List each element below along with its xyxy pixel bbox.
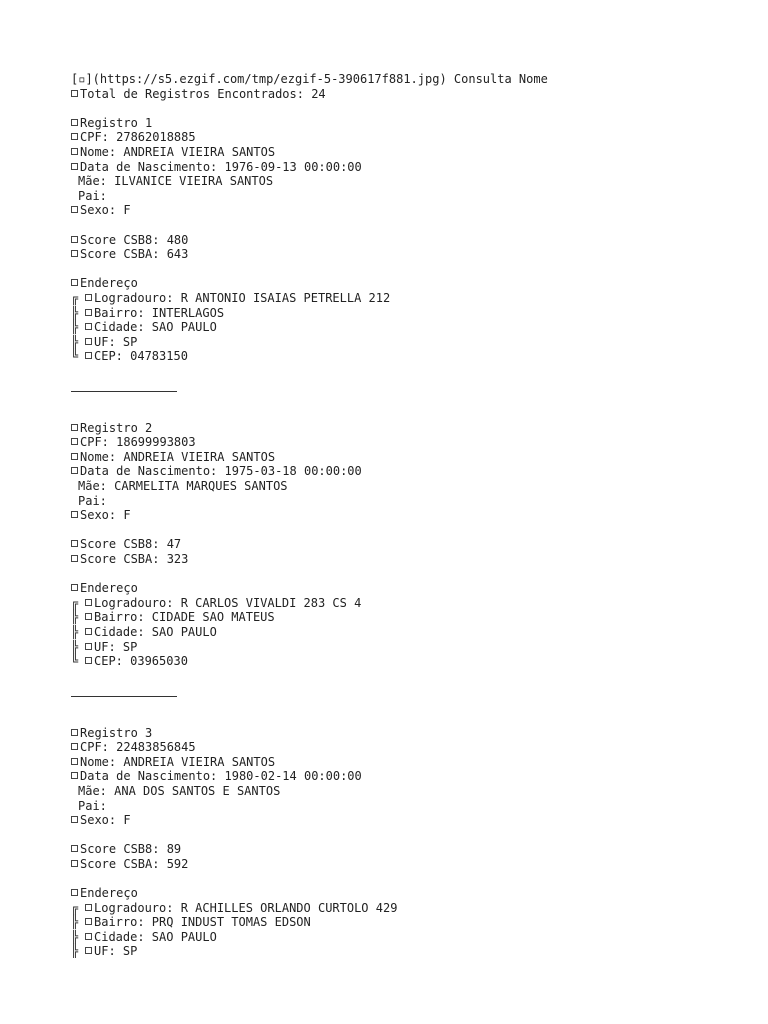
record-score-csba-text: Score CSBA: 643	[80, 247, 189, 262]
record-nascimento	[71, 769, 751, 784]
record-title	[71, 116, 751, 131]
record-mae-text: Mãe: ILVANICE VIEIRA SANTOS	[78, 174, 274, 189]
address-bairro-text: Bairro: PRQ INDUST TOMAS EDSON	[94, 915, 311, 930]
address-bairro	[71, 306, 751, 321]
record-mae-text: Mãe: CARMELITA MARQUES SANTOS	[78, 479, 288, 494]
tree-branch-mid-icon: ╠	[71, 610, 79, 625]
record-cpf	[71, 740, 751, 755]
address-bairro-text: Bairro: INTERLAGOS	[94, 305, 225, 320]
record-cpf	[71, 435, 751, 450]
bullet-box-icon	[85, 947, 92, 954]
address-uf-text: UF: SP	[94, 944, 138, 959]
record-pai	[71, 799, 751, 814]
spacer	[71, 406, 751, 421]
record-pai-text: Pai:	[78, 188, 107, 203]
bullet-box-icon	[85, 643, 92, 650]
bullet-box-icon	[71, 119, 78, 126]
spacer	[71, 262, 751, 277]
spacer	[71, 364, 751, 379]
record-divider	[71, 696, 177, 697]
address-bairro	[71, 915, 751, 930]
record-score-csb8	[71, 842, 751, 857]
tree-branch-mid-icon: ╠	[71, 320, 79, 335]
total-records-line	[71, 87, 751, 102]
address-cidade-text: Cidade: SAO PAULO	[94, 929, 217, 944]
record-score-csba	[71, 247, 751, 262]
address-logradouro-text: Logradouro: R CARLOS VIVALDI 283 CS 4	[94, 595, 362, 610]
bullet-box-icon	[85, 933, 92, 940]
record-nascimento	[71, 464, 751, 479]
address-uf-text: UF: SP	[94, 639, 138, 654]
tree-branch-mid-icon: ╠	[71, 944, 79, 959]
record-pai-text: Pai:	[78, 798, 107, 813]
record-title	[71, 726, 751, 741]
record-nascimento-text: Data de Nascimento: 1975-03-18 00:00:00	[80, 464, 362, 479]
bullet-box-icon	[71, 845, 78, 852]
bullet-box-icon	[71, 236, 78, 243]
record-cpf-text: CPF: 18699993803	[80, 435, 196, 450]
record-mae-text: Mãe: ANA DOS SANTOS E SANTOS	[78, 783, 281, 798]
bullet-box-icon	[85, 904, 92, 911]
spacer	[71, 101, 751, 116]
record-score-csb8	[71, 233, 751, 248]
record-cpf-text: CPF: 27862018885	[80, 130, 196, 145]
address-cidade	[71, 320, 751, 335]
address-logradouro	[71, 596, 751, 611]
record-divider-wrap	[71, 391, 751, 406]
bullet-box-icon	[71, 90, 78, 97]
record-sexo	[71, 813, 751, 828]
bullet-box-icon	[71, 467, 78, 474]
record-divider	[71, 391, 177, 392]
record-cpf	[71, 130, 751, 145]
tree-branch-end-icon: ╚	[71, 349, 79, 364]
record-block	[71, 726, 751, 960]
address-cep	[71, 654, 751, 669]
bullet-box-icon	[71, 860, 78, 867]
address-cep-text: CEP: 04783150	[94, 349, 188, 364]
bullet-box-icon	[71, 438, 78, 445]
bullet-box-icon	[71, 511, 78, 518]
record-score-csb8-text: Score CSB8: 47	[80, 537, 182, 552]
record-score-csba-text: Score CSBA: 592	[80, 856, 189, 871]
address-cidade-text: Cidade: SAO PAULO	[94, 624, 217, 639]
address-logradouro-text: Logradouro: R ACHILLES ORLANDO CURTOLO 429	[94, 900, 398, 915]
record-pai	[71, 494, 751, 509]
record-divider-wrap	[71, 696, 751, 711]
tree-branch-top-icon: ╔	[71, 290, 79, 305]
bullet-box-icon	[85, 599, 92, 606]
bullet-box-icon	[85, 338, 92, 345]
bullet-box-icon	[71, 555, 78, 562]
tree-branch-mid-icon: ╠	[71, 624, 79, 639]
record-endereco-label	[71, 886, 751, 901]
bullet-box-icon	[85, 309, 92, 316]
record-mae	[71, 174, 751, 189]
bullet-box-icon	[71, 816, 78, 823]
record-nascimento-text: Data de Nascimento: 1980-02-14 00:00:00	[80, 769, 362, 784]
address-logradouro-text: Logradouro: R ANTONIO ISAIAS PETRELLA 212	[94, 290, 391, 305]
bullet-box-icon	[71, 163, 78, 170]
bullet-box-icon	[71, 772, 78, 779]
bullet-box-icon	[85, 613, 92, 620]
bullet-box-icon	[85, 657, 92, 664]
tree-branch-mid-icon: ╠	[71, 915, 79, 930]
record-cpf-text: CPF: 22483856845	[80, 740, 196, 755]
bullet-box-icon	[71, 729, 78, 736]
bullet-box-icon	[71, 889, 78, 896]
spacer	[71, 567, 751, 582]
address-bairro-text: Bairro: CIDADE SAO MATEUS	[94, 610, 275, 625]
spacer	[71, 669, 751, 684]
record-block	[71, 116, 751, 421]
record-nome	[71, 755, 751, 770]
record-sexo	[71, 203, 751, 218]
record-sexo	[71, 508, 751, 523]
spacer	[71, 711, 751, 726]
bullet-box-icon	[71, 424, 78, 431]
record-sexo-text: Sexo: F	[80, 813, 131, 828]
record-endereco-label-text: Endereço	[80, 581, 138, 596]
tree-branch-end-icon: ╚	[71, 654, 79, 669]
header-link-line[interactable]: [▫](https://s5.ezgif.com/tmp/ezgif-5-390617f881.jpg) Consulta Nome	[71, 72, 548, 86]
address-logradouro	[71, 901, 751, 916]
address-uf	[71, 640, 751, 655]
address-cidade	[71, 930, 751, 945]
bullet-box-icon	[71, 133, 78, 140]
bullet-box-icon	[71, 250, 78, 257]
bullet-box-icon	[85, 323, 92, 330]
record-title-text: Registro 3	[80, 725, 153, 740]
tree-branch-mid-icon: ╠	[71, 639, 79, 654]
record-endereco-label	[71, 581, 751, 596]
address-cep-text: CEP: 03965030	[94, 654, 188, 669]
record-nome	[71, 145, 751, 160]
bullet-box-icon	[71, 279, 78, 286]
spacer	[71, 871, 751, 886]
address-cidade-text: Cidade: SAO PAULO	[94, 320, 217, 335]
address-cidade	[71, 625, 751, 640]
record-score-csba	[71, 857, 751, 872]
record-nome-text: Nome: ANDREIA VIEIRA SANTOS	[80, 754, 276, 769]
record-score-csb8	[71, 537, 751, 552]
tree-branch-top-icon: ╔	[71, 595, 79, 610]
tree-branch-top-icon: ╔	[71, 900, 79, 915]
spacer	[71, 828, 751, 843]
bullet-box-icon	[71, 743, 78, 750]
address-uf-text: UF: SP	[94, 334, 138, 349]
record-nascimento-text: Data de Nascimento: 1976-09-13 00:00:00	[80, 159, 362, 174]
record-nome	[71, 450, 751, 465]
record-score-csb8-text: Score CSB8: 480	[80, 232, 189, 247]
record-nome-text: Nome: ANDREIA VIEIRA SANTOS	[80, 144, 276, 159]
record-mae	[71, 784, 751, 799]
bullet-box-icon	[71, 148, 78, 155]
record-title-text: Registro 1	[80, 115, 153, 130]
record-pai	[71, 189, 751, 204]
spacer	[71, 218, 751, 233]
total-records-text: Total de Registros Encontrados: 24	[80, 86, 326, 101]
document-body	[71, 72, 751, 959]
bullet-box-icon	[71, 453, 78, 460]
address-bairro	[71, 610, 751, 625]
address-logradouro	[71, 291, 751, 306]
bullet-box-icon	[71, 206, 78, 213]
bullet-box-icon	[85, 918, 92, 925]
spacer	[71, 523, 751, 538]
address-uf	[71, 944, 751, 959]
bullet-box-icon	[71, 540, 78, 547]
bullet-box-icon	[71, 584, 78, 591]
record-mae	[71, 479, 751, 494]
bullet-box-icon	[71, 758, 78, 765]
bullet-box-icon	[85, 294, 92, 301]
tree-branch-mid-icon: ╠	[71, 305, 79, 320]
record-score-csba-text: Score CSBA: 323	[80, 552, 189, 566]
tree-branch-mid-icon: ╠	[71, 929, 79, 944]
record-title-text: Registro 2	[80, 420, 153, 435]
record-pai-text: Pai:	[78, 493, 107, 508]
record-sexo-text: Sexo: F	[80, 508, 131, 523]
record-score-csb8-text: Score CSB8: 89	[80, 842, 182, 857]
record-score-csba	[71, 552, 751, 567]
record-nome-text: Nome: ANDREIA VIEIRA SANTOS	[80, 449, 276, 464]
record-sexo-text: Sexo: F	[80, 203, 131, 218]
bullet-box-icon	[85, 628, 92, 635]
record-nascimento	[71, 160, 751, 175]
address-uf	[71, 335, 751, 350]
tree-branch-mid-icon: ╠	[71, 334, 79, 349]
record-block	[71, 421, 751, 726]
record-endereco-label	[71, 276, 751, 291]
address-cep	[71, 349, 751, 364]
record-title	[71, 421, 751, 436]
bullet-box-icon	[85, 352, 92, 359]
record-endereco-label-text: Endereço	[80, 886, 138, 901]
record-endereco-label-text: Endereço	[80, 276, 138, 291]
